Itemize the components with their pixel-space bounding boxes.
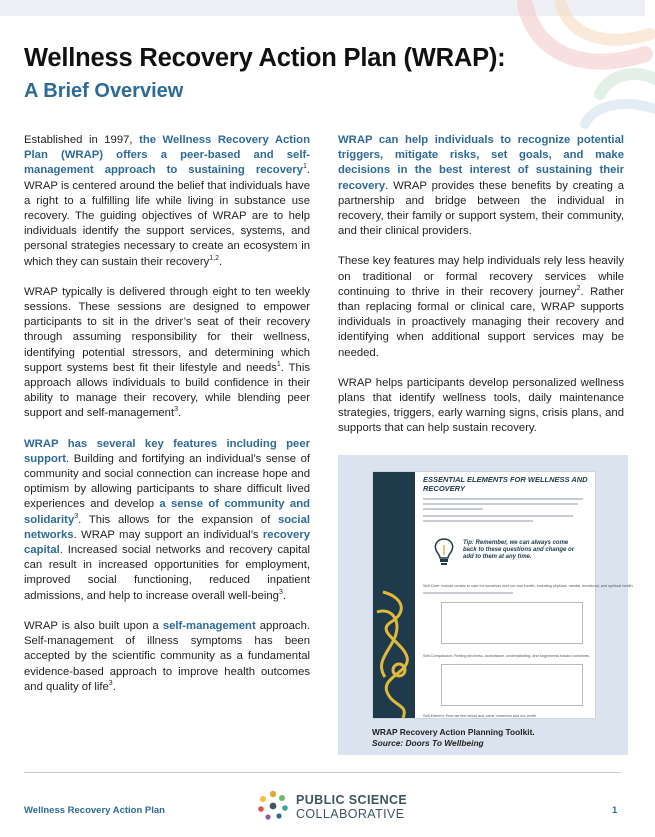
doc-side-band	[373, 472, 415, 718]
toolkit-figure	[338, 455, 634, 755]
toolkit-page-preview	[372, 471, 634, 719]
text: . WRAP may support an individual’s	[73, 528, 263, 541]
text: . WRAP provides these benefits by creating a partnership and bridge between the individual in recovery, their family or support system, their community, and their clinical providers.	[338, 179, 624, 238]
text: These key features may help individuals rely less heavily on traditional or formal recovery services while continuing to thrive in their recovery journey	[338, 255, 624, 298]
right-column	[338, 133, 624, 452]
logo-line-1: PUBLIC SCIENCE	[296, 793, 408, 807]
page-subtitle: A Brief Overview	[24, 80, 184, 102]
paragraph-rely-less	[338, 254, 624, 360]
decorative-swirl-icon	[505, 0, 655, 134]
doc-answer-box	[441, 664, 583, 706]
text: .	[218, 255, 223, 268]
text: . This allows for the expansion of	[78, 513, 278, 526]
citation: 3	[174, 406, 178, 414]
doc-intro-lines	[423, 498, 588, 525]
page-title: Wellness Recovery Action Plan (WRAP):	[24, 44, 506, 72]
squiggle-icon	[373, 472, 415, 718]
highlight: self-management	[162, 619, 256, 632]
logo-wordmark	[296, 793, 407, 821]
text: .	[282, 589, 286, 602]
text: . This approach allows individuals to build confidence in their ability to manage their recovery, while blending peer support and self-management	[24, 361, 310, 420]
logo-line-2: COLLABORATIVE	[296, 807, 405, 821]
highlight: a sense of community and solidarity	[24, 498, 310, 526]
text: WRAP typically is delivered through eight to ten weekly sessions. These sessions are designed to empower participants to sit in the driver’s seat of their recovery through assuming responsibility for their wellness, identifying potential stressors, and determining which support systems best fit their lifestyle and needs	[24, 285, 310, 374]
footer-document-title: Wellness Recovery Action Plan	[24, 805, 165, 816]
text: . Increased social networks and recovery capital can result in increased opportunities for employment, improved social functioning, reduced inpatient admissions, and help to increase overall well-being	[24, 544, 310, 602]
paragraph-key-features	[24, 437, 310, 604]
paragraph-self-management	[24, 619, 310, 695]
left-column	[24, 133, 310, 710]
highlight: the Wellness Recovery Action Plan (WRAP) offers a peer-based and self-management approach to sustaining recovery	[24, 134, 310, 177]
page-number: 1	[612, 805, 618, 816]
text: Established in 1997,	[24, 134, 140, 146]
paragraph-established	[24, 133, 310, 270]
doc-section-lines	[423, 592, 588, 597]
highlight: social networks	[24, 513, 310, 541]
paragraph-recognize	[338, 133, 624, 239]
doc-title: ESSENTIAL ELEMENTS FOR WELLNESS AND RECOVERY	[423, 475, 588, 493]
citation: 3	[278, 588, 283, 596]
doc-section-self-compassion: Self-Compassion: Feeling kindness, acceptance, understanding, and forgiveness toward ourselves.	[423, 654, 590, 658]
text: approach. Self-management of illness symptoms has been accepted by the scientific community as a fundamental evidence-based approach to improve health outcomes and quality of life	[24, 619, 310, 693]
highlight: WRAP can help individuals to recognize potential triggers, mitigate risks, set goals, and make decisions in the best interest of sustaining their recovery	[338, 134, 624, 192]
doc-section-self-care: Self-Care: Include certain to care for ourselves and our own health, including physical, mental, emotional, and spiritual health.	[423, 584, 634, 588]
paragraph-wellness-plans	[338, 376, 624, 437]
highlight: recovery capital	[24, 528, 310, 557]
citation: 1	[302, 163, 307, 171]
text: . Rather than replacing formal or clinical care, WRAP supports individuals in proactively managing their recovery and identifying when additional support services may be needed.	[338, 285, 624, 359]
figure-caption	[372, 727, 535, 749]
text: . Building and fortifying an individual’s sense of community and social connection can increase hope and optimism by allowing participants to share difficult lived experiences and develop	[24, 452, 310, 511]
doc-section-self-esteem: Self-Esteem: How we feel about and value ourselves and our worth	[423, 714, 537, 718]
paragraph-delivery	[24, 285, 310, 422]
citation: 3	[74, 512, 79, 520]
highlight: WRAP has several key features including peer support	[24, 437, 310, 465]
text: .	[112, 680, 116, 693]
lightbulb-icon	[431, 537, 457, 567]
footer-divider	[24, 772, 621, 773]
caption-title: WRAP Recovery Action Planning Toolkit.	[372, 727, 535, 737]
citation: 2	[576, 285, 581, 293]
text: . WRAP is centered around the belief that individuals have a right to a fulfilling life while living in substance use recovery. The guiding objectives of WRAP are to help individuals identify the support services, systems, and personal strategies necessary to create an ecosystem in which they can sustain their recovery	[24, 164, 310, 268]
text: WRAP is also built upon a	[24, 619, 163, 632]
doc-answer-box	[441, 602, 583, 644]
citation: 1	[276, 361, 281, 369]
citation: 3	[108, 679, 113, 687]
caption-source: Source: Doors To Wellbeing	[372, 738, 484, 748]
public-science-logo-icon	[255, 788, 291, 824]
text: WRAP helps participants develop personalized wellness plans that identify wellness tools, daily maintenance strategies, triggers, early warning signs, crisis plans, and supports that can help sustain recovery.	[338, 376, 624, 435]
doc-tip: Tip: Remember, we can always come back to these questions and change or add to them at any time.	[463, 540, 575, 560]
citation: 1,2	[209, 254, 219, 262]
text: .	[178, 407, 182, 420]
